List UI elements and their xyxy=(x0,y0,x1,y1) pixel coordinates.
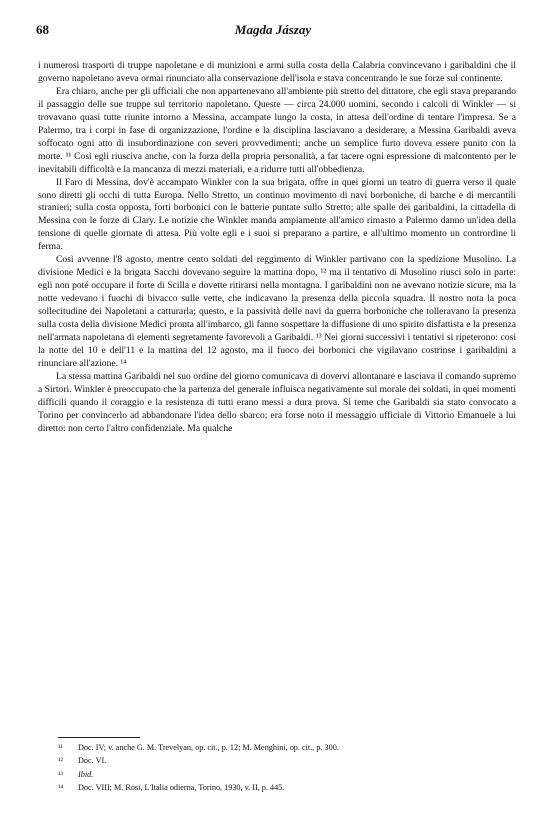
footnotes xyxy=(58,741,498,795)
page-header xyxy=(36,22,510,42)
footnote-text: Doc. IV; v. anche G. M. Trevelyan, op. cit., p. 12; M. Menghini, op. cit., p. 300. xyxy=(78,743,339,752)
paragraph: i numerosi trasporti di truppe napoletane e di munizioni e armi sulla costa della Calabria convincevano i garibaldini che il governo napoletano aveva ormai rinunciato alla conservazione dell'isola e stava concentrando le sue forze sul continente. xyxy=(38,60,516,84)
footnote xyxy=(58,768,498,781)
paragraph: Il Faro di Messina, dov'è accampato Winkler con la sua brigata, offre in quei giorni un teatro di guerra verso il quale sono diretti gli occhi di tutta Europa. Nello Stretto, un continuo movimento di navi borboniche, di barche e di mercantili stranieri; sulla costa opposta, forti borbonici con le batterie puntate sullo Stretto; alle spalle dei garibaldini, la cittadella di Messina con le forze di Clary. Le notizie che Winkler manda ampiamente all'amico rimasto a Palermo danno un'idea della tensione di quelle giornate di attesa. Più volte egli e i suoi si preparano a partire, e all'ultimo momento un contrordine li ferma. xyxy=(38,176,516,253)
footnote-divider xyxy=(58,737,140,738)
footnote xyxy=(58,741,498,754)
footnote-number: ¹¹ xyxy=(58,743,63,752)
paragraph: Era chiaro, anche per gli ufficiali che non appartenevano all'ambiente più stretto del dittatore, che egli stava preparando il passaggio delle sue truppe sul territorio napoletano. Queste — circa 24.000 uomini, secondo i calcoli di Winkler — si trovavano quasi tutte riunite intorno a Messina, accampate lungo la costa, in attesa dell'ordine di tentare l'impresa. Se a Palermo, tra i corpi in fase di organizzazione, l'ordine e la disciplina lasciavano a desiderare, a Messina Garibaldi aveva soffocato ogni atto di insubordinazione con severi provvedimenti; anche un semplice furto doveva essere punito con la morte. ¹¹ Così egli riusciva anche, con la forza della propria personalità, a far tacere ogni espressione di malcontento per le inevitabili difficoltà e la mancanza di mezzi materiali, e a ridurre tutti all'obbedienza. xyxy=(38,85,516,175)
footnote xyxy=(58,781,498,794)
footnote-text: Doc. VI. xyxy=(78,756,107,766)
paragraph: La stessa mattina Garibaldi nel suo ordine del giorno comunicava di dovervi allontanare e lasciava il comando supremo a Sirtori. Winkler è preoccupato che la partenza del generale influisca negativamente sul morale dei soldati, in quei momenti difficili quando il coraggio e la resistenza di tutti erano messi a dura prova. Si teme che Garibaldi sia stato convocato a Torino per convincerlo ad abbandonare l'idea dello sbarco; era forse noto il messaggio ufficiale di Vittorio Emanuele a lui diretto: non certo l'altro confidenziale. Ma qualche xyxy=(38,370,516,434)
body-text xyxy=(38,60,516,436)
footnote-number: ¹³ xyxy=(58,769,63,779)
footnote-text: Doc. VIII; M. Rosi, L'Italia odierna, Torino, 1930, v. II, p. 445. xyxy=(78,783,285,793)
running-title: Magda Jászay xyxy=(234,22,312,37)
page-number: 68 xyxy=(36,22,49,37)
paragraph: Così avvenne l'8 agosto, mentre cento soldati del reggimento di Winkler partivano con la spedizione Musolino. La divisione Medici e la brigata Sacchi dovevano seguire la mattina dopo, ¹² ma il tentativo di Musolino riuscì solo in parte: egli non poté occupare il forte di Scilla e dovette ritirarsi nella montagna. I garibaldini non ne avevano notizie sicure, ma la notte vedevano i fuochi di bivacco sulle vette, che indicavano la presenza della piccola squadra. Il nostro nota la poca sollecitudine dei Napoletani a catturarla; questo, e la passività delle navi da guerra borboniche che tolleravano la presenza sulla costa della divisione Medici pronta all'imbarco, gli fanno sospettare la diffusione di uno spirito disfattista e la presenza nell'armata napoletana di elementi segretamente favorevoli a Garibaldi. ¹³ Nei giorni successivi i tentativi si ripeterono: così la notte del 10 e dell'11 e la mattina del 12 agosto, ma il fuoco dei borbonici che vigilavano costrinse i garibaldini a rinunciare all'azione. ¹⁴ xyxy=(38,254,516,369)
footnote-text: Ibid. xyxy=(78,769,94,779)
footnote xyxy=(58,754,498,767)
footnote-number: ¹² xyxy=(58,756,63,766)
footnote-number: ¹⁴ xyxy=(58,783,64,793)
